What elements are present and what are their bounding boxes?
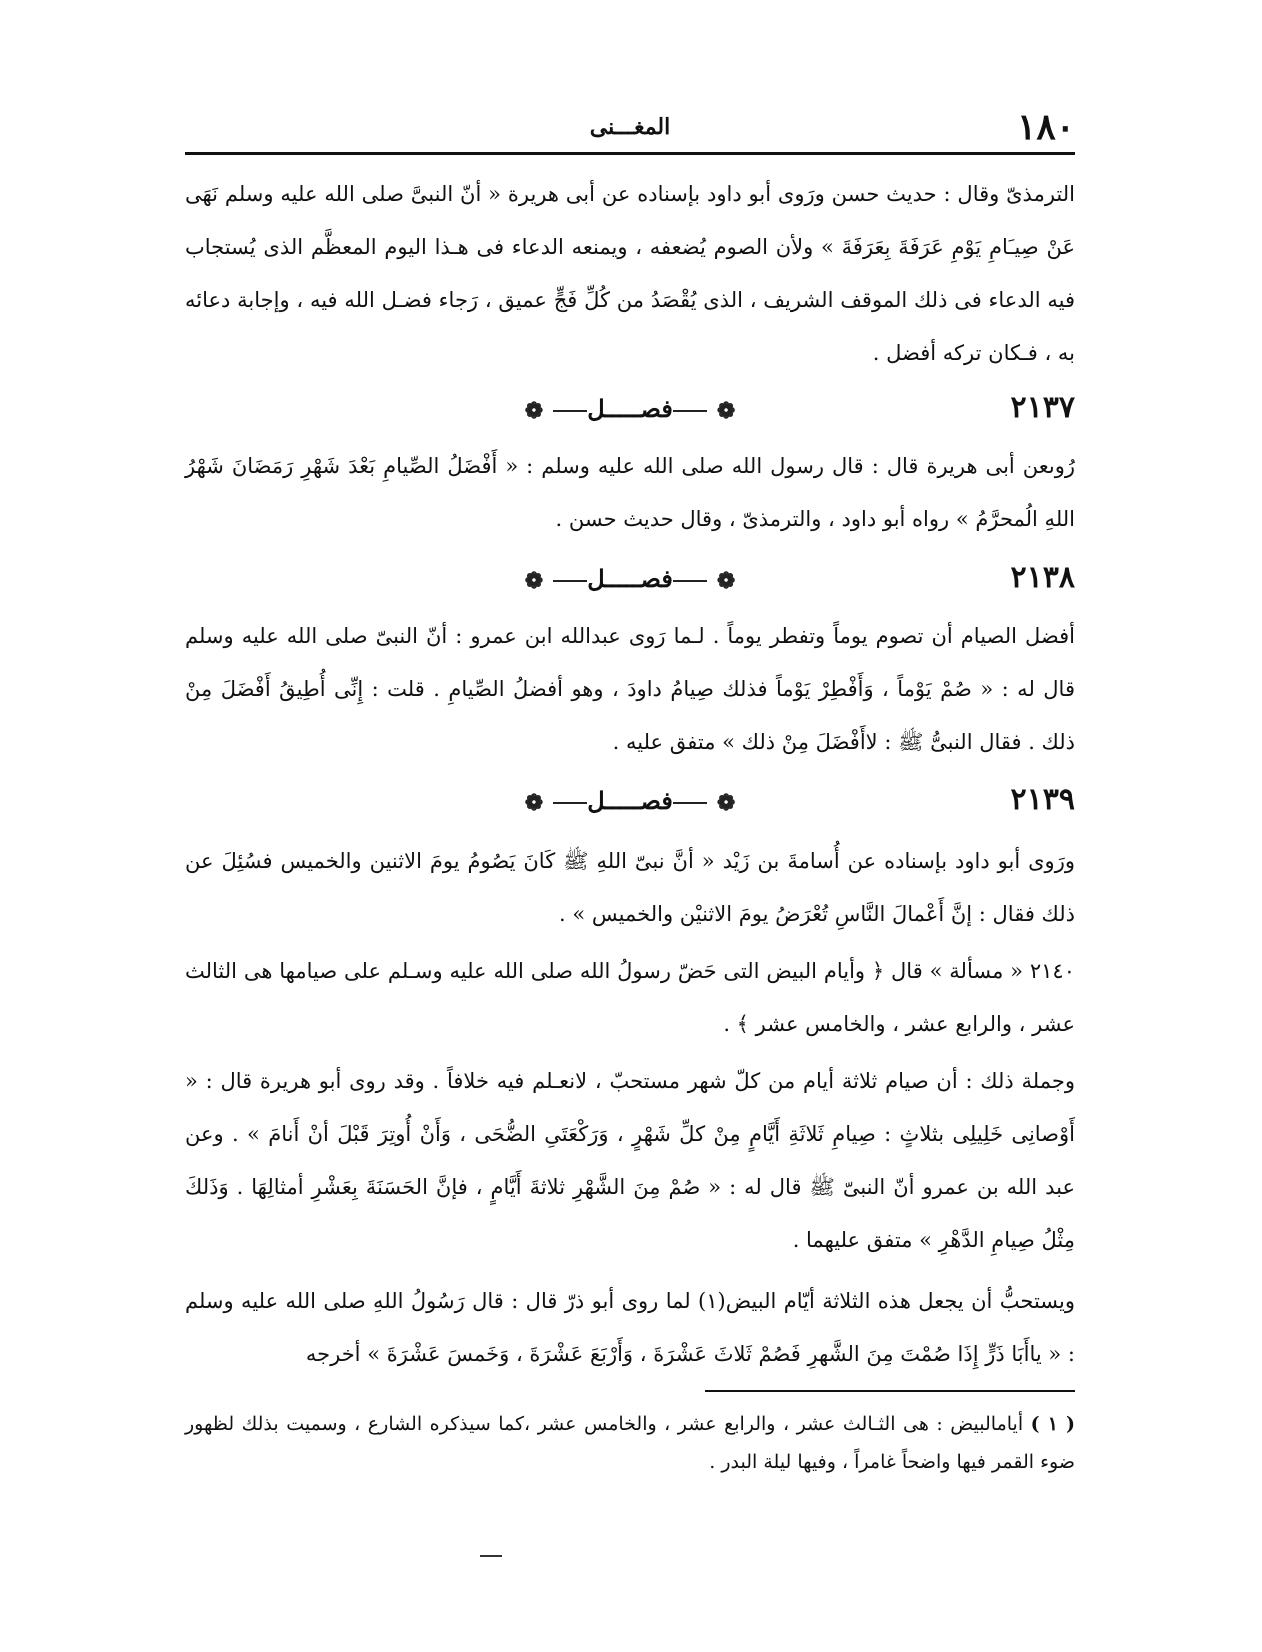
section-heading-2137 <box>185 388 1075 438</box>
section-title <box>185 394 1075 424</box>
ornament-line <box>673 580 707 582</box>
section-heading-2139 <box>185 780 1075 830</box>
paragraph-explanation: وجملة ذلك : أن صيام ثلاثة أيام من كلّ شهر مستحبّ ، لانعـلم فيه خلافاً . وقد روى أبو هريرة قال : « أَوْصانِى خَلِيلِى بثلاثٍ : صِيامِ ثَلاثَةِ أَيَّامٍ مِنْ كلِّ شَهْرٍ ، وَرَكْعَتَىِ الضُّحَى ، وَأَنْ أُوتِرَ قَبْلَ أنْ أَنامَ » . وعن عبد الله بن عمرو أنّ النبىّ ﷺ قال له : « صُمْ مِنَ الشَّهْرِ ثلاثةَ أَيَّامٍ ، فإنَّ الحَسَنَةَ بِعَشْرِ أمثالِهَا . وَذَلكَ مِثْلُ صِيامِ الدَّهْرِ » متفق عليهما . <box>185 1069 1075 1252</box>
ornament-icon: ❁ <box>716 789 736 816</box>
ornament-icon: ❁ <box>716 567 736 594</box>
section-heading-2138 <box>185 558 1075 608</box>
ornament-line <box>673 802 707 804</box>
running-title: المغـــنى <box>589 114 671 140</box>
ornament-line <box>673 410 707 412</box>
page-bottom-mark <box>480 1555 502 1557</box>
footnote <box>185 1405 1075 1481</box>
footnote-text: أيامالبيض : هى الثـالث عشر ، والرابع عشر ، والخامس عشر ،كما سيذكره الشارع ، وسميت بذلك لظهور ضوء القمر فيها واضحاً غامراً ، وفيها ليلة البدر . <box>185 1413 1075 1473</box>
section-title <box>185 786 1075 816</box>
ornament-icon: ❁ <box>524 789 544 816</box>
paragraph-continuation: الترمذىّ وقال : حديث حسن ورَوى أبو داود بإسناده عن أبى هريرة « أنّ النبىَّ صلى الله عليه وسلم نَهَى عَنْ صِيـَامِ يَوْمِ عَرَفَةَ بِعَرَفَةَ » ولأن الصوم يُضعفه ، ويمنعه الدعاء فى هـذا اليوم المعظَّم الذى يُستجاب فيه الدعاء فى ذلك الموقف الشريف ، الذى يُقْصَدُ من كُلِّ فَجٍّ عميق ، رَجاء فضـل الله فيه ، وإجابة دعائه به ، فـكان تركه أفضل . <box>185 182 1075 365</box>
ornament-icon: ❁ <box>524 397 544 424</box>
section-title-text: فصـــــل <box>587 564 673 593</box>
page-number: ١٨٠ <box>1016 106 1075 148</box>
paragraph-2138: أفضل الصيام أن تصوم يوماً وتفطر يوماً . لـما رَوى عبدالله ابن عمرو : أنّ النبىّ صلى الله عليه وسلم قال له : « صُمْ يَوْماً ، وَأَفْطِرْ يَوْماً فذلك صِيامُ داودَ ، وهو أفضلُ الصِّيامِ . قلت : إِنِّى أُطِيقُ أَفْضَلَ مِنْ ذلك . فقال النبىُّ ﷺ : لاأَفْضَلَ مِنْ ذلك » متفق عليه . <box>185 624 1075 754</box>
ornament-line <box>553 802 587 804</box>
paragraph-2137: رُوىعن أبى هريرة قال : قال رسول الله صلى الله عليه وسلم : « أَفْضَلُ الصِّيامِ بَعْدَ شَهْرِ رَمَضَانَ شَهْرُ اللهِ الُمحرَّمُ » رواه أبو داود ، والترمذىّ ، وقال حديث حسن . <box>185 454 1075 531</box>
section-title-text: فصـــــل <box>587 786 673 815</box>
footnote-rule <box>705 1390 1075 1392</box>
section-number: ٢١٣٨ <box>1010 560 1075 595</box>
paragraph-2139: ورَوى أبو داود بإسناده عن أُسامةَ بن زَيْد « أنَّ نبىّ اللهِ ﷺ كَانَ يَصُومُ يومَ الاثنين والخميس فسُئِلَ عن ذلك فقال : إنَّ أَعْمالَ النَّاسِ تُعْرَضُ يومَ الاثنيْن والخميس » . <box>185 849 1075 926</box>
ornament-line <box>553 410 587 412</box>
ornament-icon: ❁ <box>524 567 544 594</box>
header-rule <box>185 152 1075 155</box>
section-title-text: فصـــــل <box>587 394 673 423</box>
section-number: ٢١٣٧ <box>1010 390 1075 425</box>
ornament-line <box>553 580 587 582</box>
footnote-marker: ( ١ ) <box>1030 1413 1076 1435</box>
ornament-icon: ❁ <box>716 397 736 424</box>
paragraph-mas-ala-2140: ٢١٤٠ « مسألة » قال ﴿ وأيام البيض التى حَضّ رسولُ الله صلى الله عليه وسـلم على صيامها هى الثالث عشر ، والرابع عشر ، والخامس عشر ﴾ . <box>185 959 1075 1036</box>
page-header <box>185 100 1075 160</box>
paragraph-bid-days: ويستحبُّ أن يجعل هذه الثلاثة أيّام البيض(١) لما روى أبو ذرّ قال : قال رَسُولُ اللهِ صلى الله عليه وسلم : « ياأَبَا ذَرٍّ إِذَا صُمْتَ مِنَ الشَّهرِ فَصُمْ ثَلاثَ عَشْرَةَ ، وَأَرْبَعَ عَشْرَةَ ، وَخَمسَ عَشْرَةَ » أخرجه <box>185 1289 1075 1366</box>
section-number: ٢١٣٩ <box>1010 782 1075 817</box>
section-title <box>185 564 1075 594</box>
